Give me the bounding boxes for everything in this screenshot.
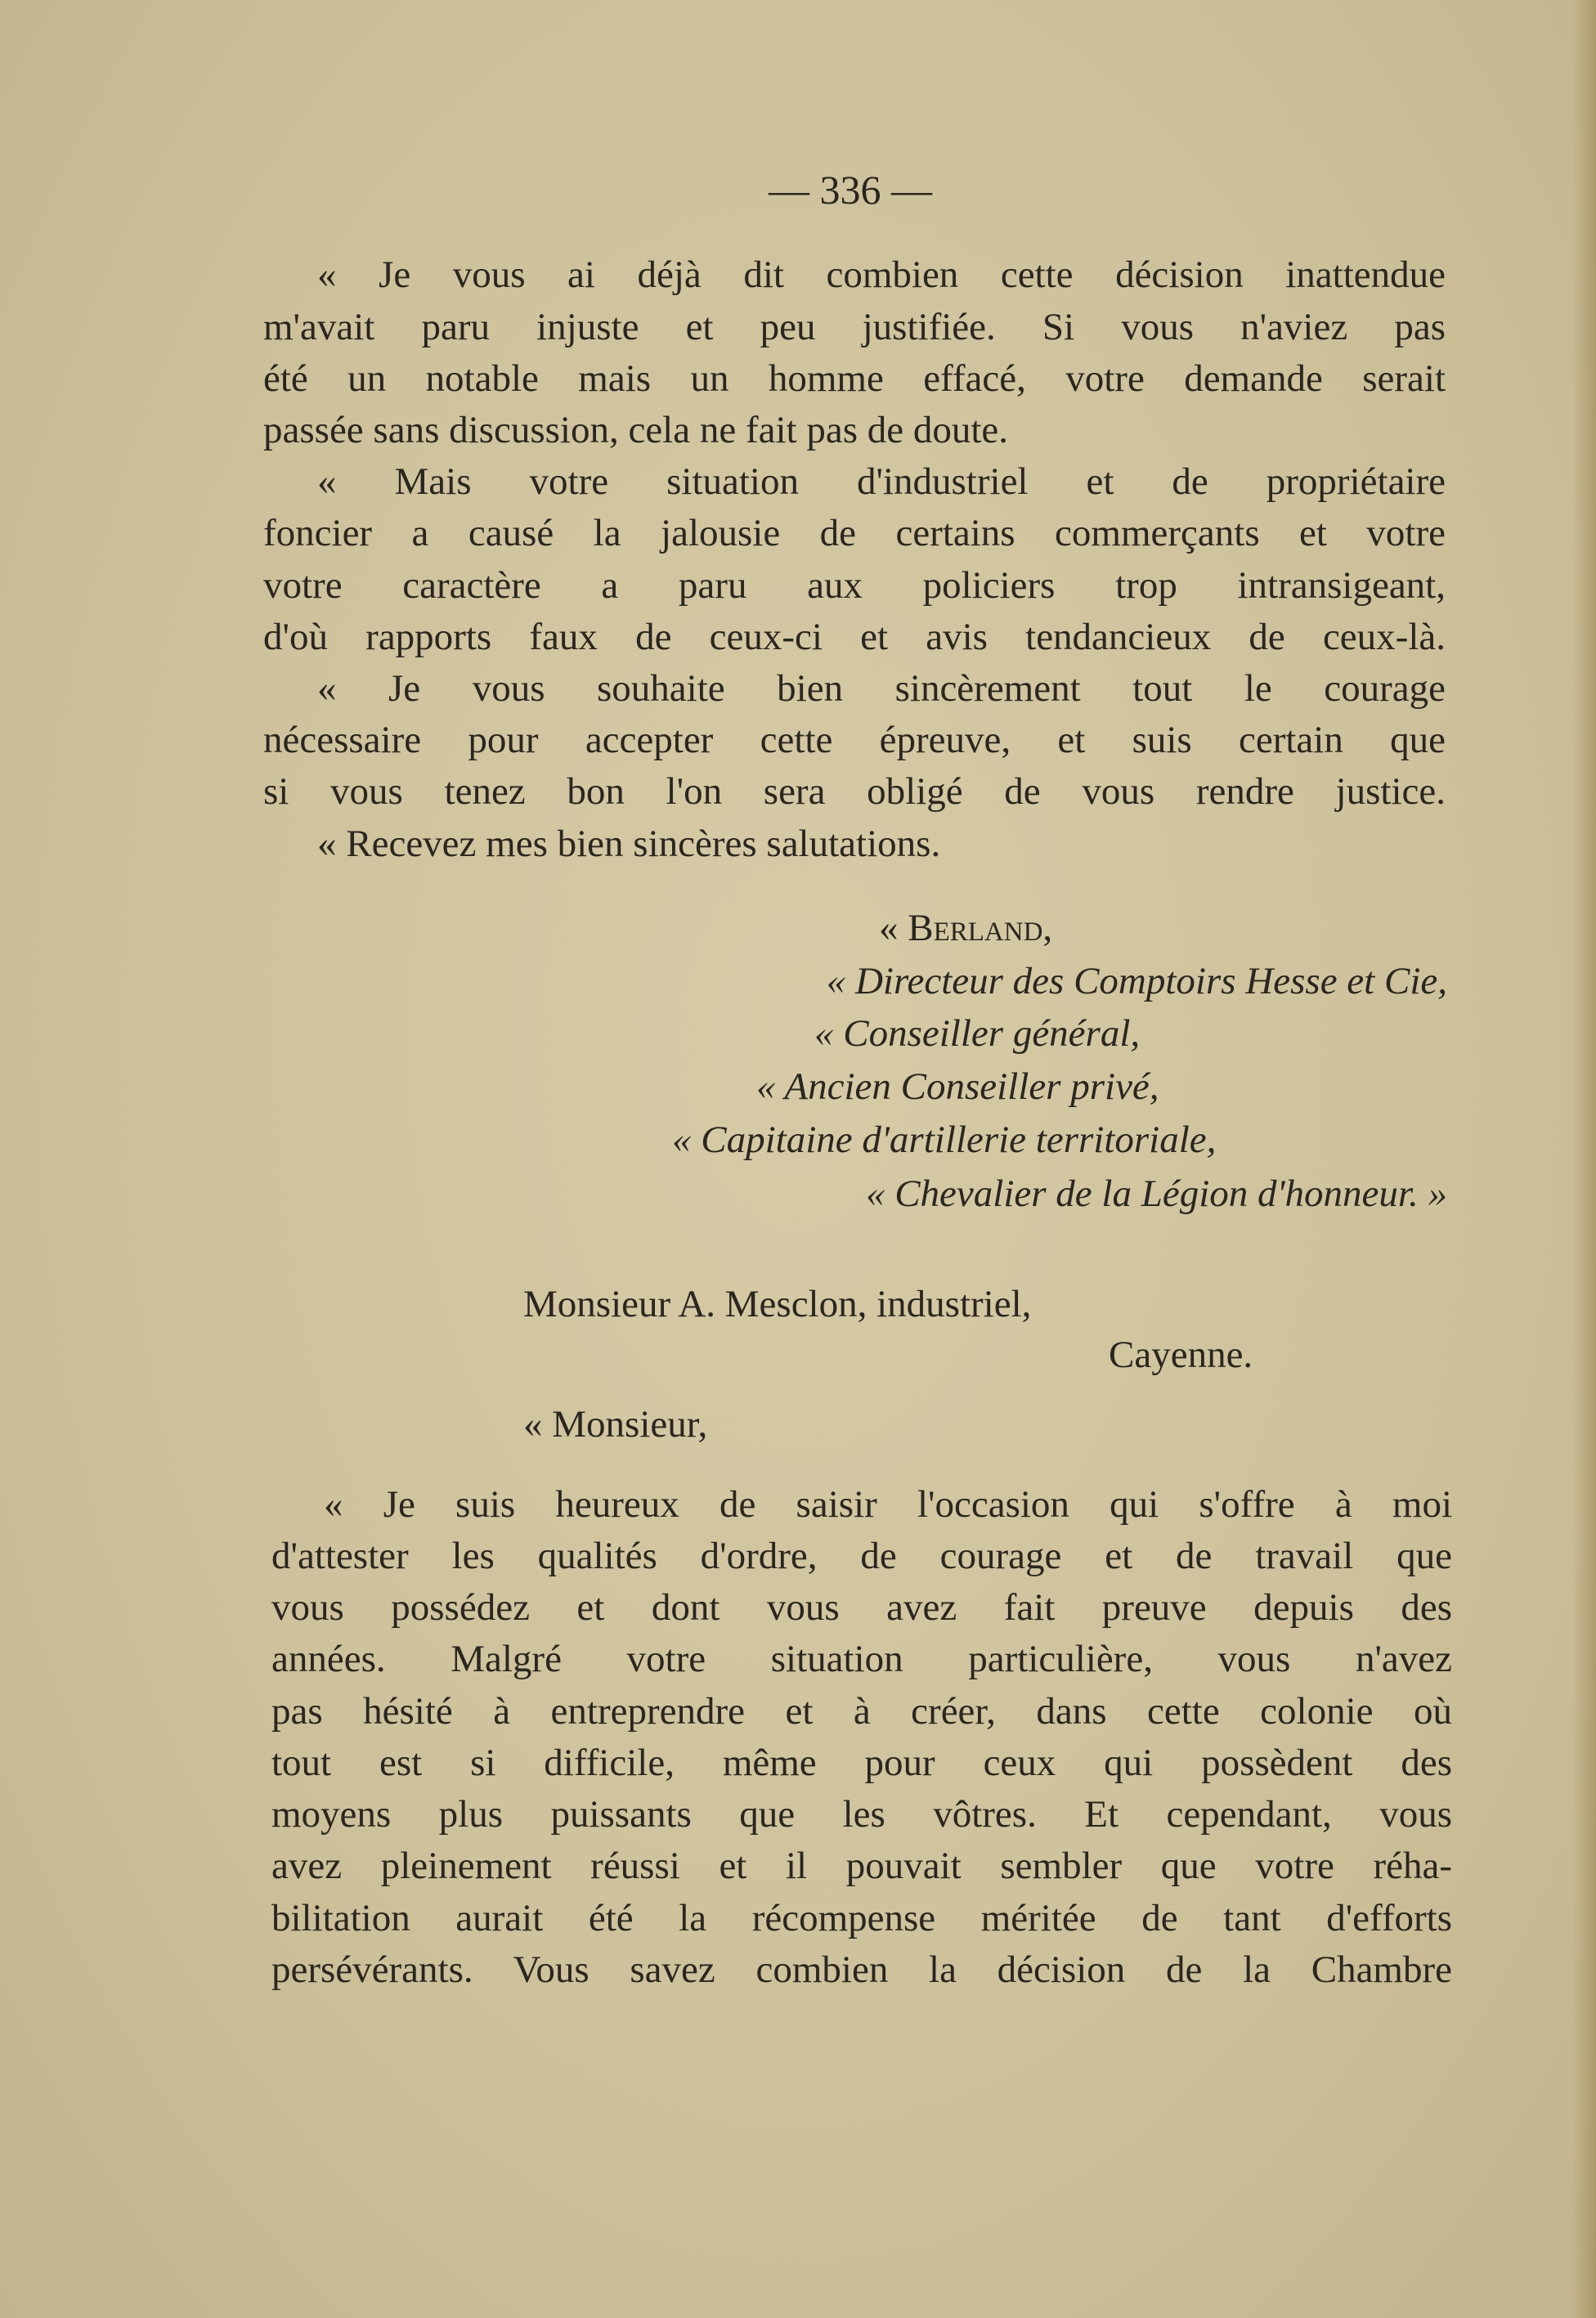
letter1-line-7: votre caractère a paru aux policiers trop intransigeant, — [263, 564, 1446, 607]
letter1-line-1: « Je vous ai déjà dit combien cette décision inattendue — [317, 253, 1446, 296]
letter1-line-11: si vous tenez bon l'on sera obligé de vous rendre justice. — [263, 770, 1446, 813]
letter2-line-3: vous possédez et dont vous avez fait preuve depuis des — [271, 1586, 1452, 1629]
letter1-line-4: passée sans discussion, cela ne fait pas de doute. — [263, 409, 1009, 451]
letter1-line-5: « Mais votre situation d'industriel et de propriétaire — [317, 460, 1446, 503]
letter2-line-6: tout est si difficile, même pour ceux qui possèdent des — [271, 1742, 1452, 1784]
letter1-line-2: m'avait paru injuste et peu justifiée. Si vous n'aviez pas — [263, 306, 1446, 348]
letter2-salutation: « Monsieur, — [523, 1403, 708, 1446]
letter2-line-8: avez pleinement réussi et il pouvait sembler que votre réha- — [271, 1845, 1452, 1887]
letter2-line-2: d'attester les qualités d'ordre, de courage et de travail que — [271, 1535, 1452, 1577]
letter2-address-line-2: Cayenne. — [1109, 1334, 1253, 1376]
letter1-line-6: foncier a causé la jalousie de certains commerçants et votre — [263, 512, 1446, 554]
page-number: — 336 — — [769, 167, 932, 213]
letter1-line-12: « Recevez mes bien sincères salutations. — [317, 823, 941, 865]
signature-title-5: « Chevalier de la Légion d'honneur. » — [865, 1172, 1447, 1215]
letter1-line-9: « Je vous souhaite bien sincèrement tout le courage — [317, 667, 1446, 710]
letter2-line-1: « Je suis heureux de saisir l'occasion qui s'offre à moi — [324, 1483, 1452, 1526]
letter2-line-9: bilitation aurait été la récompense méritée de tant d'efforts — [271, 1897, 1452, 1939]
letter2-address-line-1: Monsieur A. Mesclon, industriel, — [523, 1283, 1032, 1325]
signature-title-2: « Conseiller général, — [814, 1012, 1141, 1055]
signature-name: « Berland, — [879, 907, 1053, 949]
signature-title-1: « Directeur des Comptoirs Hesse et Cie, — [826, 960, 1447, 1002]
letter1-line-10: nécessaire pour accepter cette épreuve, et suis certain que — [263, 719, 1446, 761]
letter1-line-3: été un notable mais un homme effacé, votre demande serait — [263, 357, 1446, 400]
letter2-line-7: moyens plus puissants que les vôtres. Et cependant, vous — [271, 1793, 1452, 1836]
letter2-line-10: persévérants. Vous savez combien la décision de la Chambre — [271, 1948, 1452, 1991]
letter2-line-4: années. Malgré votre situation particulière, vous n'avez — [271, 1638, 1452, 1680]
signature-title-4: « Capitaine d'artillerie territoriale, — [672, 1119, 1217, 1161]
letter2-line-5: pas hésité à entreprendre et à créer, dans cette colonie où — [271, 1690, 1452, 1733]
letter1-line-8: d'où rapports faux de ceux-ci et avis tendancieux de ceux-là. — [263, 616, 1446, 658]
signature-title-3: « Ancien Conseiller privé, — [756, 1065, 1159, 1108]
page-edge-shadow — [1571, 0, 1596, 2318]
